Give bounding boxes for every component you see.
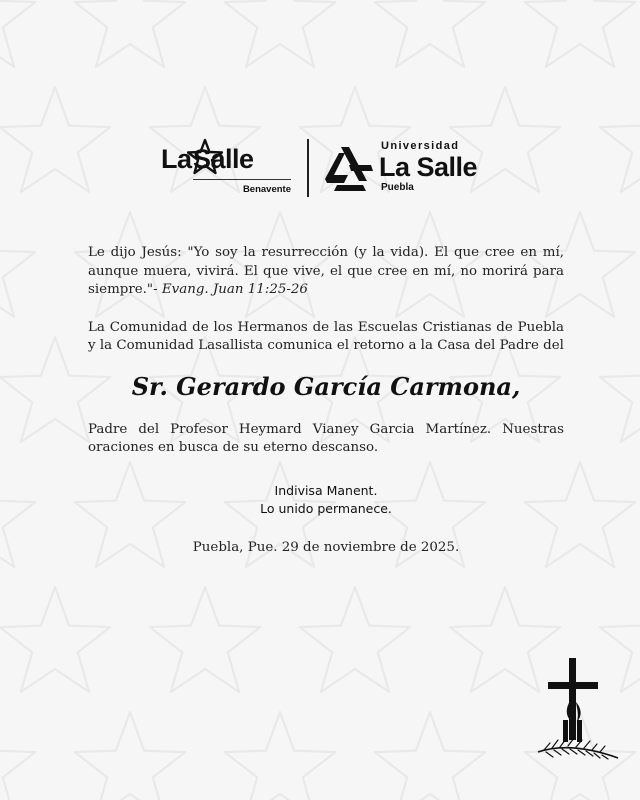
pattern-star (75, 712, 185, 800)
logo-benavente-wordmark: LaSalle (161, 144, 254, 174)
logo-rule (193, 179, 291, 180)
pattern-star (150, 587, 260, 692)
verse-text: Le dijo Jesús: "Yo soy la resurrección (y la vida). El que cree en mí, aunque muera, vivirá. El que vive, el que cree en mí, no morirá para siempre."- (88, 245, 564, 297)
logo-universidad-city: Puebla (381, 182, 414, 193)
pattern-star (0, 212, 35, 317)
logo-benavente-subtitle: Benavente (242, 184, 291, 195)
logo-divider (307, 139, 309, 197)
la-salle-mark-icon (323, 141, 375, 193)
date-line: Puebla, Pue. 29 de noviembre de 2025. (192, 539, 460, 555)
motto (88, 482, 564, 518)
deceased-name: Sr. Gerardo García Carmona, (131, 371, 521, 401)
cross-candle-icon (532, 654, 626, 774)
logo-universidad-label: Universidad (381, 140, 460, 152)
bible-verse (88, 244, 564, 300)
pattern-star (225, 0, 335, 67)
pattern-star (225, 712, 335, 800)
motto-line-2: Lo unido permanece. (260, 500, 392, 516)
star-icon (187, 138, 223, 176)
verse-citation: Evang. Juan 11:25-26 (161, 282, 308, 297)
pattern-star (375, 712, 485, 800)
pattern-star (300, 587, 410, 692)
pattern-star (0, 462, 35, 567)
logo-la-salle-benavente (157, 138, 297, 198)
relation-text: Padre del Profesor Heymard Vianey Garcia Martínez. Nuestras oraciones en busca de su eterno descanso. (88, 421, 564, 455)
logo-universidad-name: La Salle (379, 152, 478, 182)
pattern-star (525, 0, 635, 67)
pattern-star (75, 0, 185, 67)
pattern-star (600, 337, 640, 442)
pattern-star (0, 0, 35, 67)
obituary-body (88, 244, 564, 555)
pattern-star (0, 712, 35, 800)
logo-bar (0, 138, 640, 198)
logo-universidad-la-salle-puebla (323, 138, 483, 198)
announcement-text: La Comunidad de los Hermanos de las Escuelas Cristianas de Puebla y la Comunidad Lasallista comunica el retorno a la Casa del Padre del (88, 319, 564, 353)
pattern-star (0, 587, 110, 692)
pattern-star (375, 0, 485, 67)
motto-line-1: Indivisa Manent. (274, 482, 378, 498)
